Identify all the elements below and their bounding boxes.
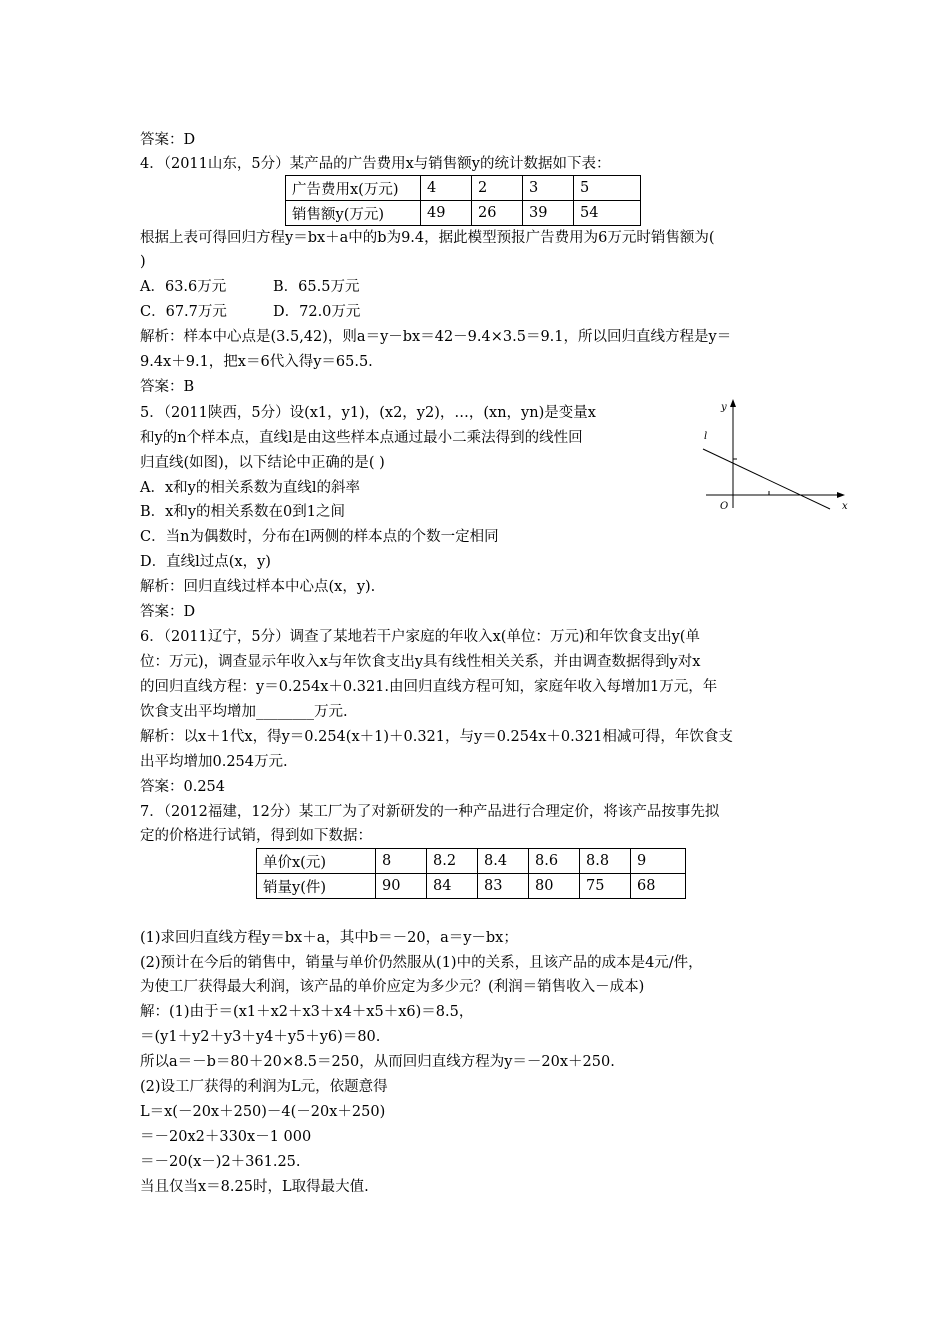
answer-line: 答案：0.254 [140,779,226,795]
question-5-stem: 归直线(如图)，以下结论中正确的是( ) [140,455,385,471]
table-cell: 49 [421,201,472,226]
solution-line: 所以a＝－b＝80＋20×8.5＝250，从而回归直线方程为y＝－20x＋250. [140,1054,615,1070]
table-row [257,874,686,899]
table-cell: 销售额y(万元) [286,201,421,226]
option-b: B．x和y的相关系数在0到1之间 [140,504,345,520]
y-axis-arrow-icon [730,399,736,407]
table-cell: 26 [472,201,523,226]
table-row [286,176,641,201]
x-axis-label: x [842,501,848,512]
table-cell: 4 [421,176,472,201]
price-sales-table [256,848,686,899]
option-c: C．67.7万元 [140,304,227,320]
question-5-stem: 5．（2011陕西，5分）设(x1，y1)，(x2，y2)，…，(xn，yn)是变量x [140,405,596,421]
table-row [286,201,641,226]
table-cell: 8 [376,849,427,874]
table-cell: 54 [574,201,641,226]
solution-line: 解：(1)由于＝(x1＋x2＋x3＋x4＋x5＋x6)＝8.5， [140,1004,474,1020]
table-cell: 80 [529,874,580,899]
analysis-line: 解析：回归直线过样本中心点(x，y). [140,579,376,595]
table-cell: 39 [523,201,574,226]
solution-line: ＝－20(x－)2＋361.25. [140,1154,301,1170]
table-cell: 83 [478,874,529,899]
question-7-stem: 7．（2012福建，12分）某工厂为了对新研发的一种产品进行合理定价，将该产品按事先拟 [140,804,720,820]
table-cell: 3 [523,176,574,201]
solution-line: 当且仅当x＝8.25时，L取得最大值. [140,1179,369,1195]
table-cell: 单价x(元) [257,849,376,874]
option-b: B．65.5万元 [273,279,360,295]
answer-line: 答案：B [140,379,195,395]
question-7-part-1: (1)求回归直线方程y＝bx＋a，其中b＝－20，a＝y－bx； [140,930,518,946]
ad-sales-table [285,175,641,226]
table-row [257,849,686,874]
answer-line: 答案：D [140,604,196,620]
table-cell: 90 [376,874,427,899]
option-a: A．63.6万元 [140,279,227,295]
option-a: A．x和y的相关系数为直线l的斜率 [140,480,360,496]
option-d: D．直线l过点(x，y) [140,554,271,570]
analysis-line: 出平均增加0.254万元. [140,754,288,770]
answer-line: 答案：D [140,132,196,148]
origin-label: O [720,501,729,512]
question-4-stem: 4．（2011山东，5分）某产品的广告费用x与销售额y的统计数据如下表： [140,156,611,172]
table-cell: 5 [574,176,641,201]
question-7-part-2: (2)预计在今后的销售中，销量与单价仍然服从(1)中的关系，且该产品的成本是4元/件， [140,955,703,971]
table-cell: 9 [631,849,686,874]
table-cell: 8.2 [427,849,478,874]
table-cell: 8.8 [580,849,631,874]
solution-line: (2)设工厂获得的利润为L元，依题意得 [140,1079,388,1095]
question-6-stem: 6．（2011辽宁，5分）调查了某地若干户家庭的年收入x(单位：万元)和年饮食支出y(单 [140,629,700,645]
analysis-line: 9.4x＋9.1，把x＝6代入得y＝65.5. [140,354,373,370]
table-cell: 68 [631,874,686,899]
solution-line: ＝(y1＋y2＋y3＋y4＋y5＋y6)＝80. [140,1029,381,1045]
line-l-label: l [704,431,708,442]
question-6-stem: 位：万元)，调查显示年收入x与年饮食支出y具有线性相关关系，并由调查数据得到y对x [140,654,701,670]
solution-line: ＝－20x2＋330x－1 000 [140,1129,312,1145]
regression-line-figure [698,396,858,518]
table-cell: 75 [580,874,631,899]
table-cell: 8.4 [478,849,529,874]
table-cell: 销量y(件) [257,874,376,899]
table-cell: 广告费用x(万元) [286,176,421,201]
table-cell: 2 [472,176,523,201]
question-5-stem: 和y的n个样本点，直线l是由这些样本点通过最小二乘法得到的线性回 [140,430,583,446]
analysis-line: 解析：以x＋1代x，得y＝0.254(x＋1)＋0.321，与y＝0.254x＋0.321相减可得，年饮食支 [140,729,733,745]
question-4-paren: ) [140,254,146,270]
option-c: C．当n为偶数时，分布在l两侧的样本点的个数一定相同 [140,529,499,545]
table-cell: 84 [427,874,478,899]
x-axis-arrow-icon [837,492,845,498]
question-4-text: 根据上表可得回归方程y＝bx＋a中的b为9.4，据此模型预报广告费用为6万元时销售额为( [140,230,715,246]
question-7-part-2: 为使工厂获得最大利润，该产品的单价应定为多少元？(利润＝销售收入－成本) [140,979,645,995]
question-6-stem: 饮食支出平均增加________万元. [140,704,348,720]
solution-line: L＝x(－20x＋250)－4(－20x＋250) [140,1104,386,1120]
regression-line [703,449,830,509]
question-6-stem: 的回归直线方程：y＝0.254x＋0.321.由回归直线方程可知，家庭年收入每增加1万元，年 [140,679,718,695]
question-7-stem: 定的价格进行试销，得到如下数据： [140,828,372,844]
y-axis-label: y [721,402,727,413]
analysis-line: 解析：样本中心点是(3.5,42)，则a＝y－bx＝42－9.4×3.5＝9.1，所以回归直线方程是y＝ [140,329,732,345]
option-d: D．72.0万元 [273,304,361,320]
table-cell: 8.6 [529,849,580,874]
